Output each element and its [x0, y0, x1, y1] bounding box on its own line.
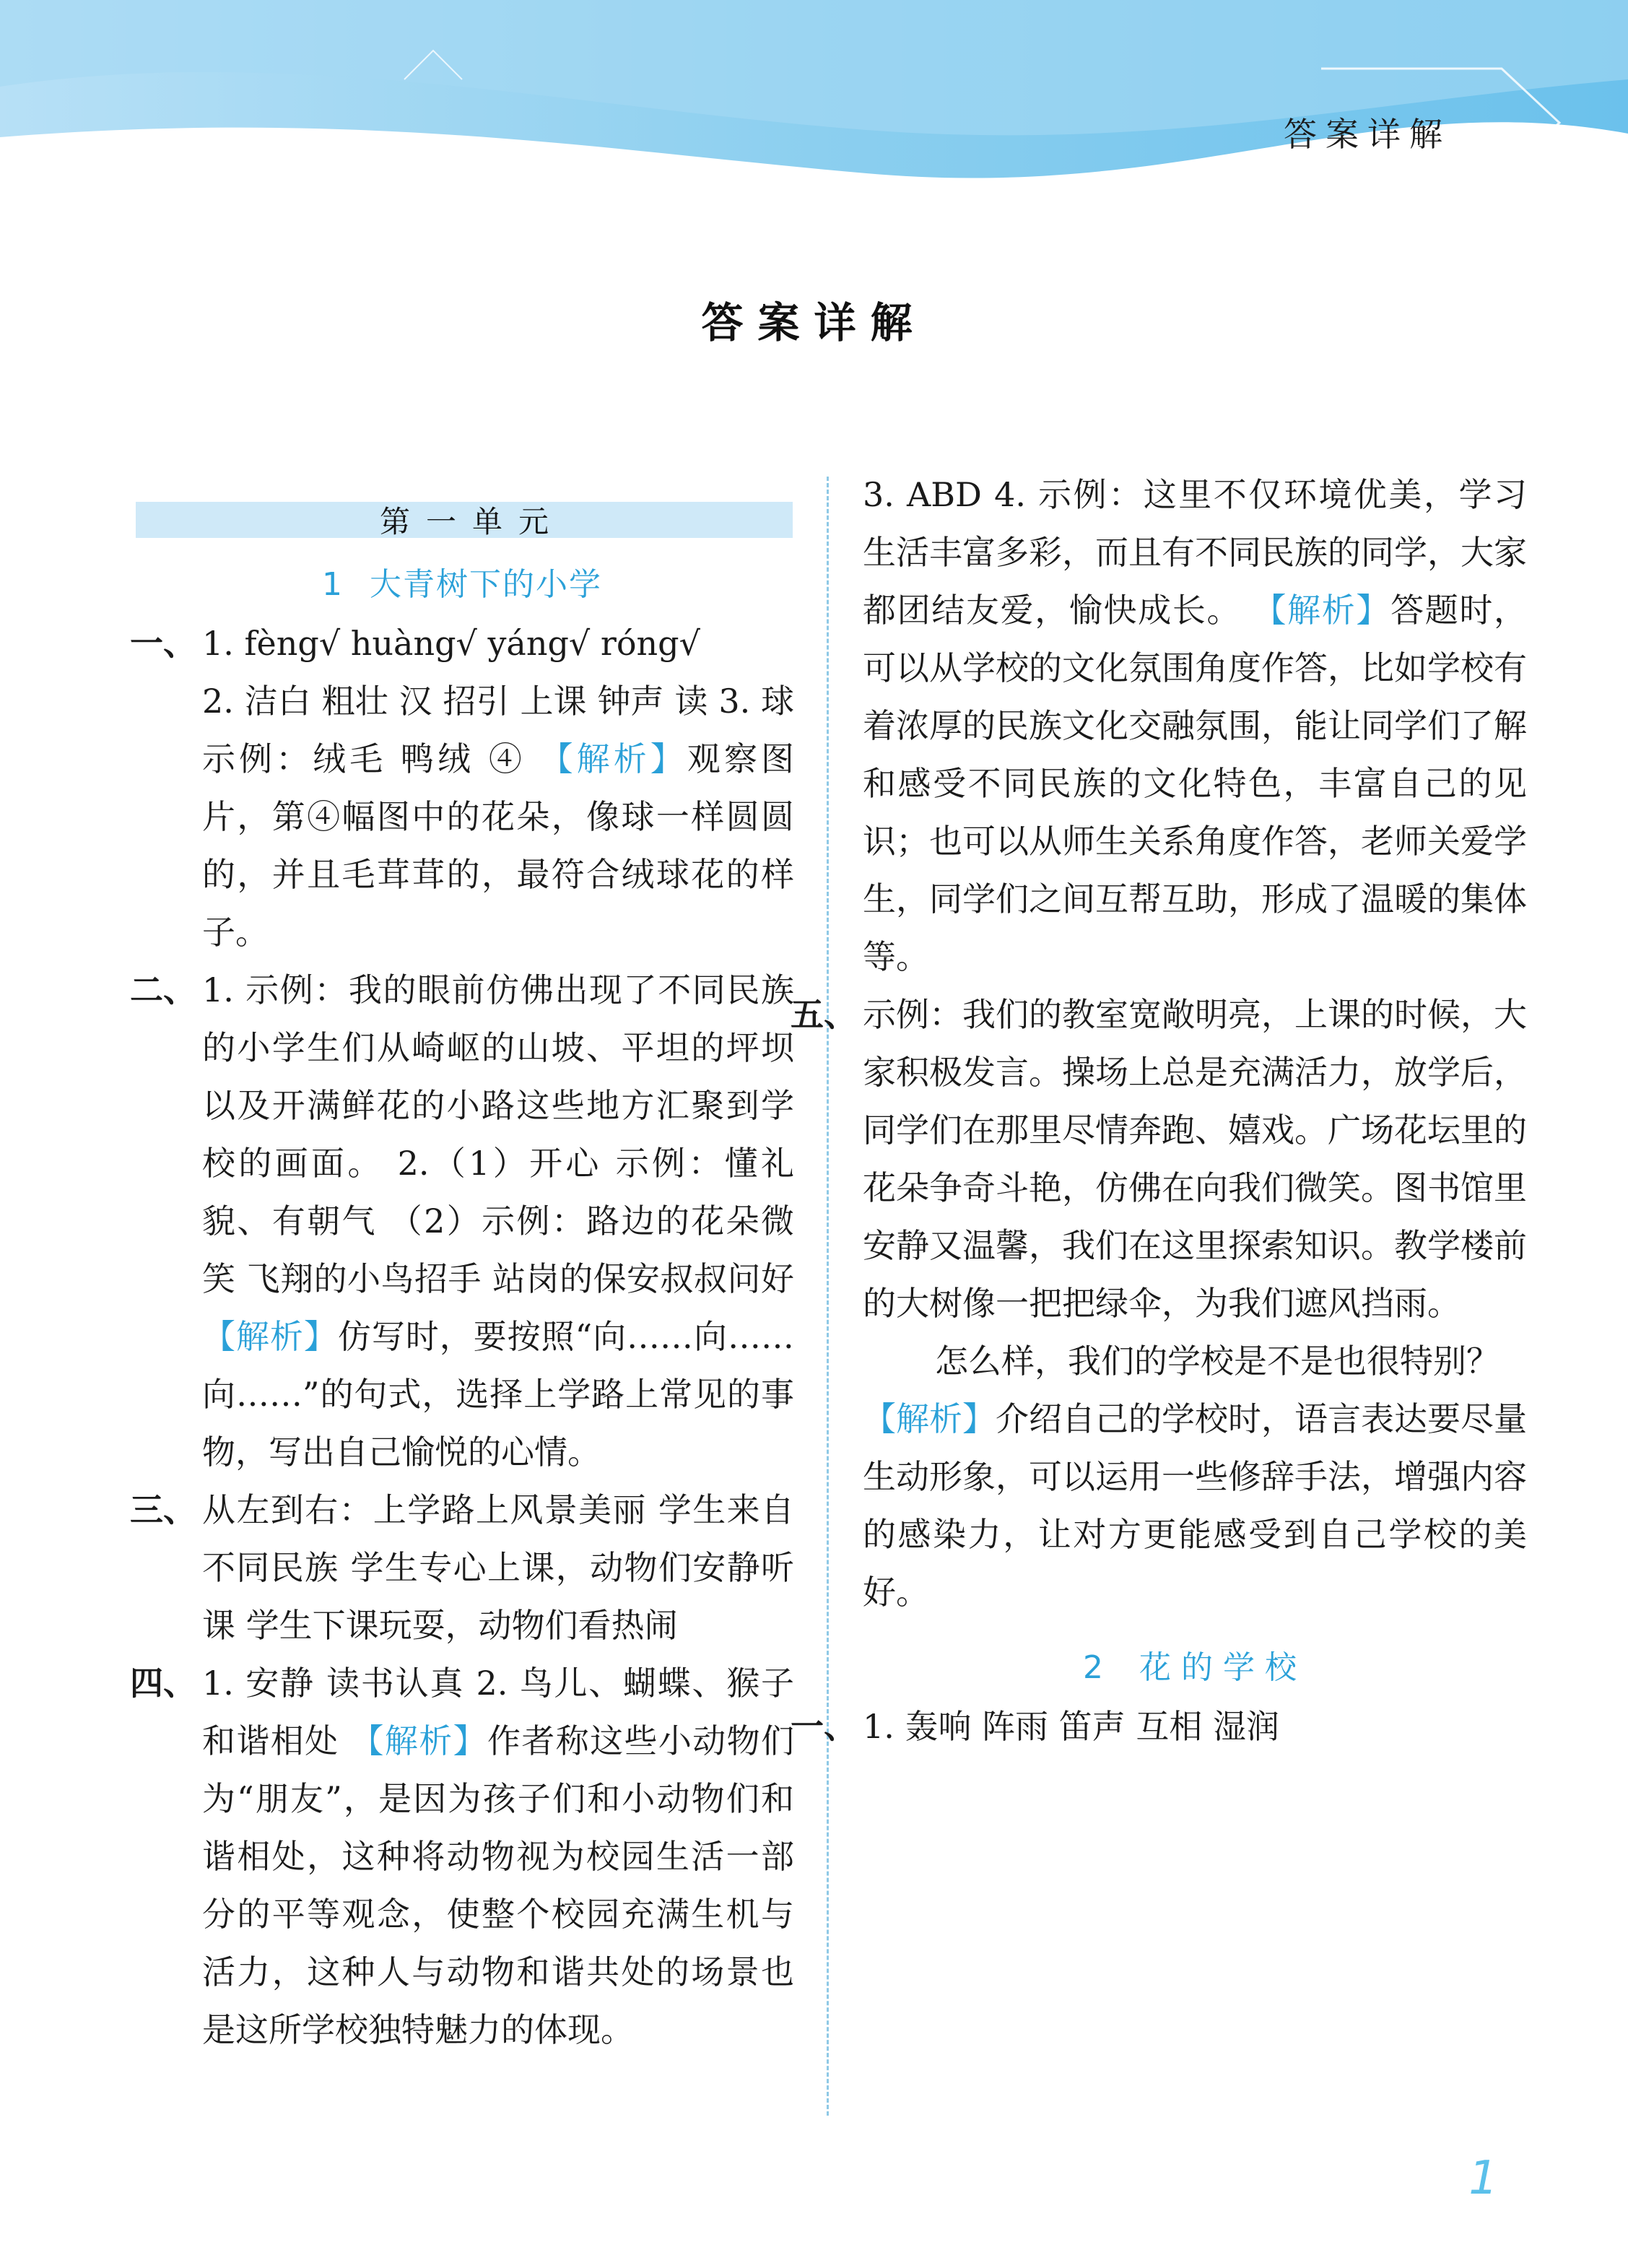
answer-part: 2. 洁白 粗壮 汉 招引 上课 钟声 读: [202, 682, 708, 721]
answer-part: 3. ABD: [863, 475, 982, 514]
answer-part: 2.（1）开心 示例：懂礼貌、有朝气 （2）示例：路边的花朵微笑 飞翔的小鸟招手 站岗的保安叔叔问好: [202, 1144, 795, 1298]
lesson-number: 1: [322, 566, 344, 603]
question-marker: 一、: [791, 1707, 857, 1746]
left-column: [130, 462, 794, 2059]
lesson-title: 花的学校: [1139, 1649, 1307, 1686]
analysis-tag: 【解析】: [539, 739, 687, 778]
answer-text: [202, 961, 794, 1481]
question-marker: 二、: [130, 970, 196, 1009]
analysis-text: 仿写时，要按照“向……向……向……”的句式，选择上学路上常见的事物，写出自己愉悦的心情。: [202, 1317, 794, 1472]
answer-part: 2. 鸟儿、蝴蝶、猴子 和谐相处: [202, 1664, 794, 1760]
analysis-text: 介绍自己的学校时，语言表达要尽量生动形象，可以运用一些修辞手法，增强内容的感染力，让对方更能感受到自己学校的美好。: [863, 1399, 1527, 1612]
analysis-tag: 【解析】: [863, 1399, 996, 1438]
answer-part: 1. fèng√ huàng√ yáng√ róng√: [202, 624, 700, 663]
question-marker: 一、: [130, 624, 196, 663]
lesson-heading: [130, 558, 794, 604]
analysis-text: 观察图片，第④幅图中的花朵，像球一样圆圆的，并且毛茸茸的，最符合绒球花的样子。: [202, 739, 795, 952]
answer-text: 怎么样，我们的学校是不是也很特别？: [935, 1342, 1499, 1381]
analysis-text: 作者称这些小动物们为“朋友”，是因为孩子们和小动物们和谐相处，这种将动物视为校园生活一部分的平等观念，使整个校园充满生机与活力，这种人与动物和谐共处的场景也是这所学校独特魅力的体现。: [202, 1721, 794, 2049]
answer-text: 示例：我们的教室宽敞明亮，上课的时候，大家积极发言。操场上总是充满活力，放学后，同学们在那里尽情奔跑、嬉戏。广场花坛里的花朵争奇斗艳，仿佛在向我们微笑。图书馆里安静又温馨，我们在这里探索知识。教学楼前的大树像一把把绿伞，为我们遮风挡雨。: [863, 995, 1527, 1323]
page-number: 1: [1468, 2152, 1498, 2205]
answer-text: [863, 466, 1527, 986]
page-title: 答案详解: [701, 298, 927, 347]
answer-part: 1. 示例：我的眼前仿佛出现了不同民族的小学生们从崎岖的山坡、平坦的坪坝以及开满鲜花的小路这些地方汇聚到学校的画面。: [202, 970, 794, 1183]
unit-title: 第一单元: [379, 504, 565, 539]
answer-text: 从左到右：上学路上风景美丽 学生来自不同民族 学生专心上课，动物们安静听课 学生下课玩耍，动物们看热闹: [202, 1490, 794, 1645]
answer-part: 3. 球 示例：绒毛 鸭绒 ④: [202, 682, 794, 778]
lesson-heading: [863, 1641, 1527, 1687]
question-2: [130, 961, 794, 1481]
answer-text: [202, 1654, 794, 2059]
answer-text: [202, 614, 794, 961]
analysis-tag: 【解析】: [1253, 591, 1391, 630]
analysis-text: 答题时，可以从学校的文化氛围角度作答，比如学校有着浓厚的民族文化交融氛围，能让同学们了解和感受不同民族的文化特色，丰富自己的见识；也可以从师生关系角度作答，老师关爱学生，同学们之间互帮互助，形成了温暖的集体等。: [863, 591, 1528, 976]
header-label: 答案详解: [1284, 115, 1451, 154]
question-marker: 三、: [130, 1490, 196, 1529]
question-4-continued: [863, 466, 1527, 986]
analysis-tag: 【解析】: [202, 1317, 338, 1356]
header-banner: [0, 0, 1628, 209]
question-marker: 四、: [130, 1664, 196, 1703]
question-marker: 五、: [791, 995, 857, 1034]
question-3: [130, 1481, 794, 1654]
answer-text: 1. 轰响 阵雨 笛声 互相 湿润: [863, 1707, 1279, 1746]
answer-part: 4. 示例：这里不仅环境优美，学习生活丰富多彩，而且有不同民族的同学，大家都团结友爱，愉快成长。: [863, 475, 1528, 630]
lesson-title: 大青树下的小学: [370, 566, 602, 603]
question-4: [130, 1654, 794, 2059]
analysis-tag: 【解析】: [350, 1721, 487, 1760]
question-1: [130, 614, 794, 961]
answer-text: [863, 1390, 1527, 1621]
lesson-2-question-1: [791, 1698, 1527, 1755]
unit-bar: [136, 502, 793, 538]
question-5: [791, 986, 1527, 1621]
right-column: [791, 466, 1528, 1755]
lesson-number: 2: [1083, 1649, 1113, 1686]
answer-part: 1. 安静 读书认真: [202, 1664, 465, 1703]
